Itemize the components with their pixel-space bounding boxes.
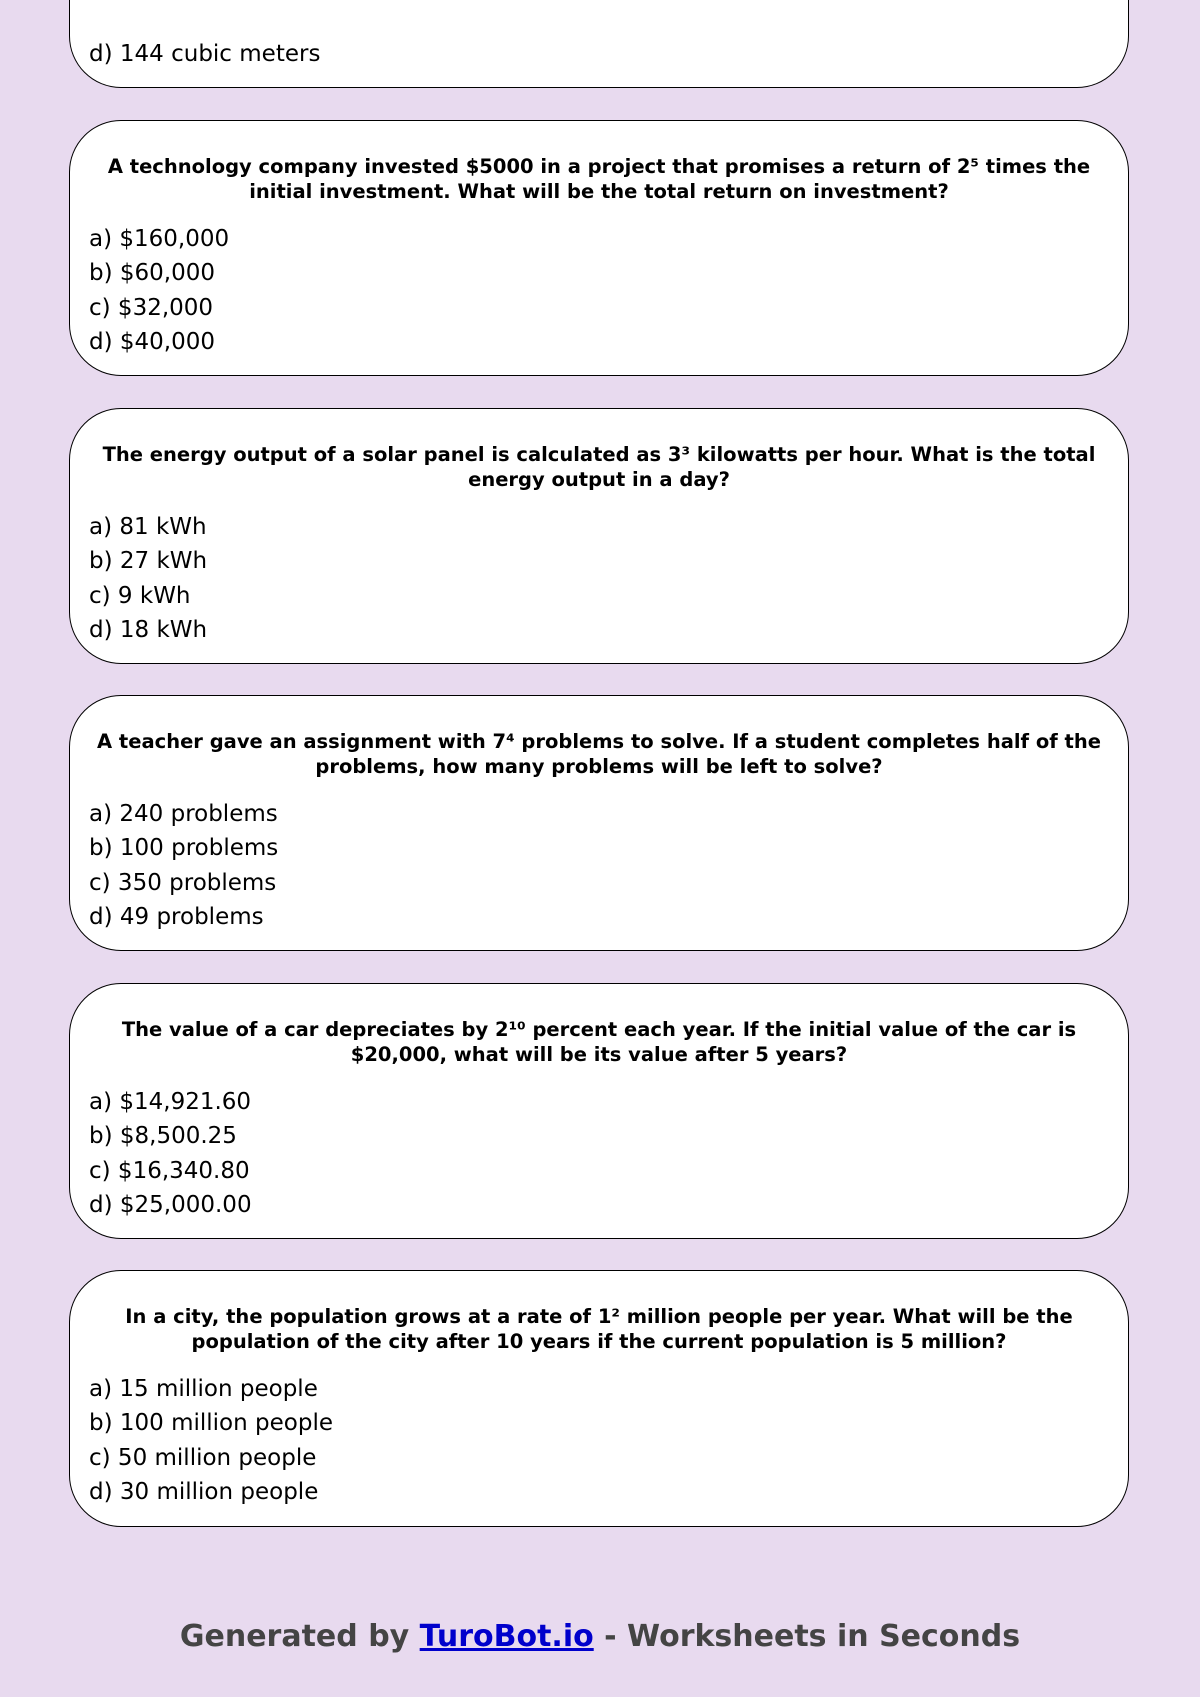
option-c: c) $32,000	[89, 294, 214, 321]
option-b: b) 27 kWh	[89, 548, 208, 575]
question-card-5	[69, 1270, 1129, 1527]
options-list	[89, 222, 229, 359]
question-text: In a city, the population grows at a rate of 1² million people per year. What will be the population of the city after 10 years if the current population is 5 million?	[125, 1305, 1073, 1353]
footer-suffix: - Worksheets in Seconds	[593, 1619, 1021, 1654]
option-a: a) $160,000	[89, 226, 230, 252]
options-list	[89, 1085, 252, 1222]
footer	[0, 1619, 1200, 1654]
option-a: a) 15 million people	[89, 1376, 318, 1402]
option-a: a) 240 problems	[89, 801, 278, 827]
option-c: c) 50 million people	[89, 1444, 317, 1471]
options-list	[89, 1372, 333, 1509]
option-c: c) 9 kWh	[89, 582, 191, 609]
option-d: d) 30 million people	[89, 1478, 319, 1505]
question-card-1	[69, 120, 1129, 376]
question-text: The energy output of a solar panel is calculated as 3³ kilowatts per hour. What is the total energy output in a day?	[102, 443, 1096, 491]
option-b: b) 100 million people	[89, 1410, 333, 1437]
footer-prefix: Generated by	[179, 1619, 420, 1654]
option-c: c) $16,340.80	[89, 1157, 250, 1184]
option-a: a) $14,921.60	[89, 1089, 252, 1115]
option-c: c) 350 problems	[89, 869, 277, 896]
turobot-link[interactable]: TuroBot.io	[419, 1619, 594, 1654]
question-card-partial	[69, 0, 1129, 88]
option-b: b) $60,000	[89, 260, 215, 287]
option-b: b) 100 problems	[89, 835, 279, 862]
question-text: The value of a car depreciates by 2¹⁰ percent each year. If the initial value of the car is $20,000, what will be its value after 5 years?	[121, 1018, 1077, 1066]
question-card-3	[69, 695, 1129, 951]
question-text: A teacher gave an assignment with 7⁴ problems to solve. If a student completes half of the problems, how many problems will be left to solve?	[97, 730, 1101, 778]
options-list	[89, 797, 278, 934]
option-d: d) 49 problems	[89, 903, 264, 930]
question-card-4	[69, 983, 1129, 1239]
option-d: d) 18 kWh	[89, 616, 208, 643]
question-card-2	[69, 408, 1129, 664]
option-a: a) 81 kWh	[89, 514, 207, 540]
question-text: A technology company invested $5000 in a project that promises a return of 2⁵ times the initial investment. What will be the total return on investment?	[107, 155, 1091, 203]
option-d: d) $40,000	[89, 328, 215, 355]
option-b: b) $8,500.25	[89, 1123, 237, 1150]
options-list	[89, 510, 207, 647]
option-d: d) $25,000.00	[89, 1191, 252, 1218]
option-d: d) 144 cubic meters	[89, 41, 321, 67]
